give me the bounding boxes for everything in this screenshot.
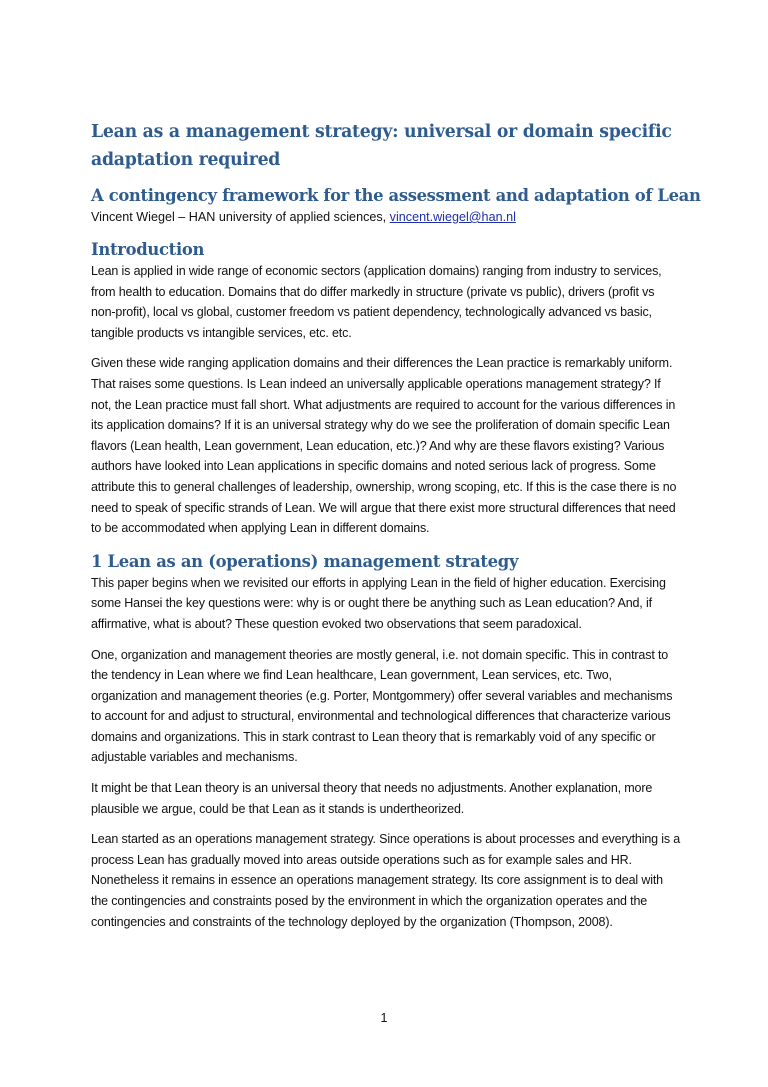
author-line: [91, 208, 681, 227]
paragraph: It might be that Lean theory is an universal theory that needs no adjustments. Another explanation, more plausible we argue, could be that Lean as it stands is undertheorized.: [91, 781, 653, 816]
document-title: Lean as a management strategy: universal or domain specific adaptation required: [91, 122, 672, 170]
section-heading-lean-strategy: 1 Lean as an (operations) management strategy: [91, 551, 519, 571]
section-heading-introduction: Introduction: [91, 240, 205, 259]
author-email-link[interactable]: vincent.wiegel@han.nl: [389, 210, 516, 224]
paragraph: Given these wide ranging application domains and their differences the Lean practice is remarkably uniform. That raises some questions. Is Lean indeed an universally applicable operations management strategy? If not, the Lean practice must fall short. What adjustments are required to account for the various differences in its application domains? If it is an universal strategy why do we see the proliferation of domain specific Lean flavors (Lean health, Lean government, Lean education, etc.)? And why are these flavors existing? Various authors have looked into Lean applications in specific domains and noted serious lack of progress. Some attribute this to general challenges of leadership, ownership, wrong scoping, etc. If this is the case there is no need to speak of specific strands of Lean. We will argue that there exist more structural differences that need to be accommodated when applying Lean in different domains.: [91, 356, 677, 536]
page-content: [91, 119, 701, 942]
page-number: 1: [380, 1011, 388, 1025]
document-subtitle: A contingency framework for the assessment and adaptation of Lean: [91, 186, 701, 205]
paragraph: Lean is applied in wide range of economic sectors (application domains) ranging from industry to services, from health to education. Domains that do differ markedly in structure (private vs public), drivers (profit vs non-profit), local vs global, customer freedom vs patient dependency, technologically advanced vs basic, tangible products vs intangible services, etc. etc.: [91, 264, 662, 340]
author-text: Vincent Wiegel – HAN university of applied sciences,: [91, 210, 390, 224]
paragraph: Lean started as an operations management strategy. Since operations is about processes and everything is a process Lean has gradually moved into areas outside operations such as for example sales and HR. Nonetheless it remains in essence an operations management strategy. Its core assignment is to deal with the contingencies and constraints posed by the environment in which the organization operates and the contingencies and constraints of the technology deployed by the organization (Thompson, 2008).: [91, 832, 681, 929]
paragraph: One, organization and management theories are mostly general, i.e. not domain specific. This in contrast to the tendency in Lean where we find Lean healthcare, Lean government, Lean services, etc. Two, organization and management theories (e.g. Porter, Montgommery) offer several variables and mechanisms to account for and adjust to structural, environmental and technological differences that characterize various domains and organizations. This in stark contrast to Lean theory that is remarkably void of any specific or adjustable variables and mechanisms.: [91, 647, 673, 765]
paragraph: This paper begins when we revisited our efforts in applying Lean in the field of higher education. Exercising some Hansei the key questions were: why is or ought there be anything such as Lean education? And, if affirmative, what is about? These question evoked two observations that seem paradoxical.: [91, 575, 666, 631]
